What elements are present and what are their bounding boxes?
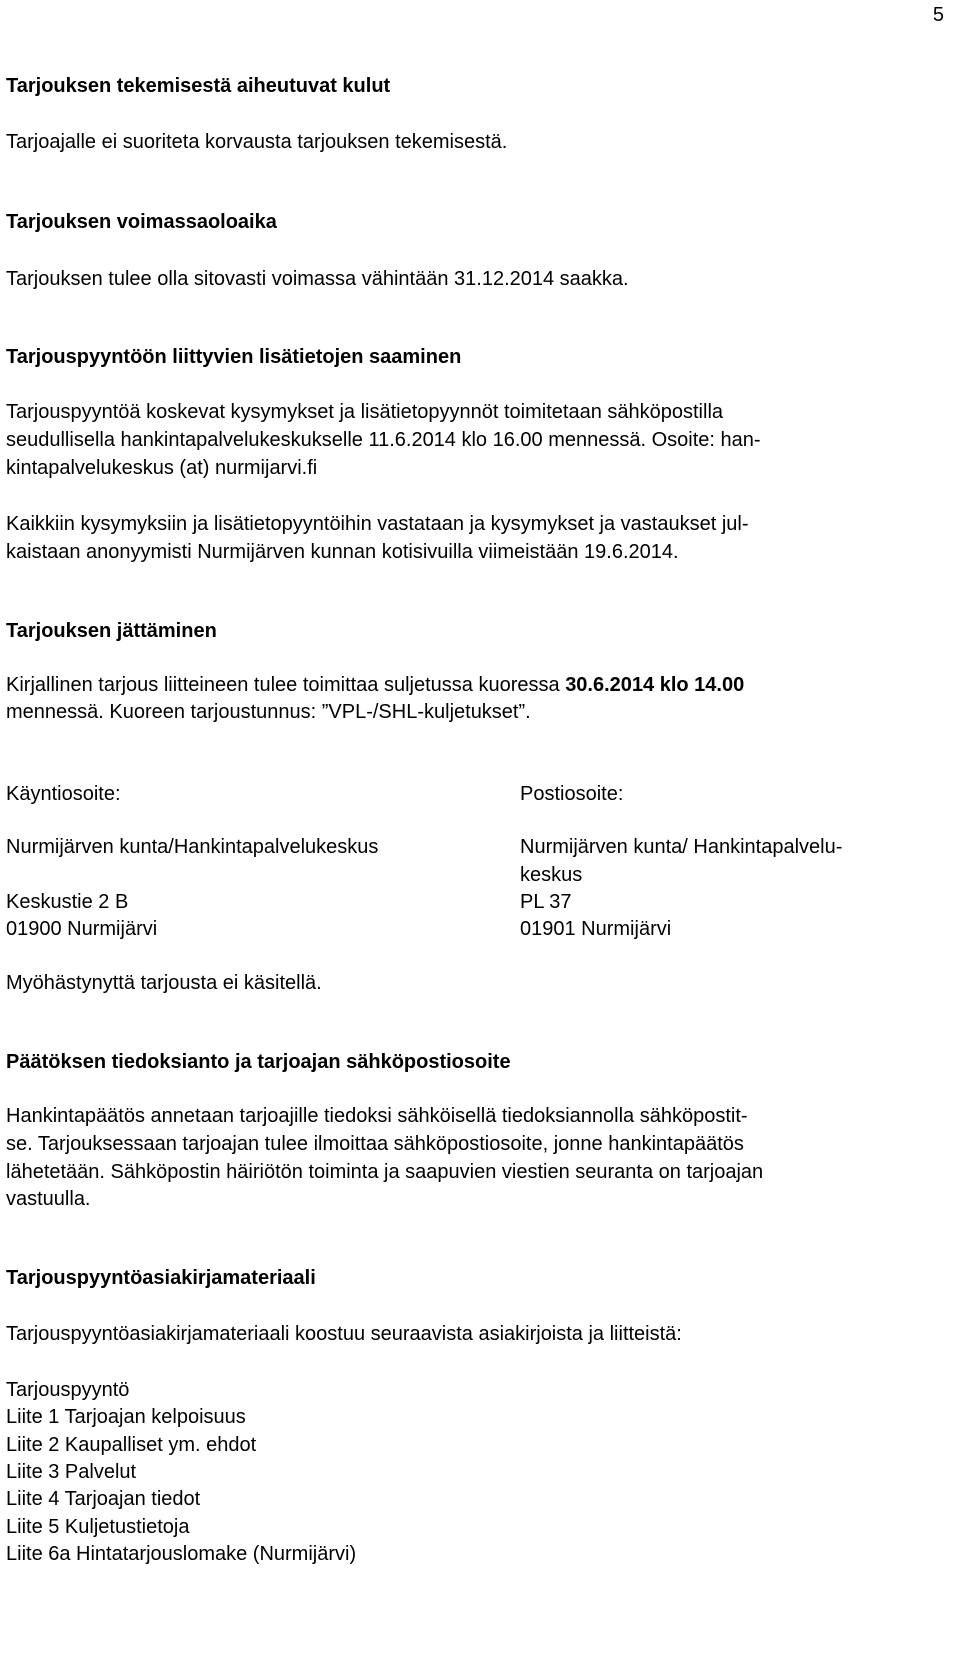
posti-label: Postiosoite: — [520, 783, 624, 805]
posti-line: Nurmijärven kunta/ Hankintapalvelu- — [520, 836, 843, 858]
jattaminen-line-2: mennessä. Kuoreen tarjoustunnus: ”VPL-/SHL-kuljetukset”. — [6, 701, 531, 723]
posti-line: PL 37 — [520, 891, 572, 913]
list-item: Liite 2 Kaupalliset ym. ehdot — [6, 1434, 257, 1456]
heading-materiaali: Tarjouspyyntöasiakirjamateriaali — [6, 1267, 316, 1289]
paatos-line: lähetetään. Sähköpostin häiriötön toiminta ja saapuvien viestien seuranta on tarjoajan — [6, 1161, 764, 1183]
lisatiedot-line: Tarjouspyyntöä koskevat kysymykset ja lisätietopyynnöt toimitetaan sähköpostilla — [6, 401, 724, 423]
kaynti-line: Keskustie 2 B — [6, 891, 129, 913]
heading-voimassaolo: Tarjouksen voimassaoloaika — [6, 211, 277, 233]
paatos-line: vastuulla. — [6, 1188, 91, 1210]
paatos-line: Hankintapäätös annetaan tarjoajille tiedoksi sähköisellä tiedoksiannolla sähköpostit- — [6, 1105, 748, 1127]
jattaminen-line-1 — [6, 671, 744, 700]
text-kulut: Tarjoajalle ei suoriteta korvausta tarjouksen tekemisestä. — [6, 131, 508, 153]
text-voimassaolo: Tarjouksen tulee olla sitovasti voimassa vähintään 31.12.2014 saakka. — [6, 268, 629, 290]
page-number: 5 — [932, 4, 944, 26]
heading-kulut: Tarjouksen tekemisestä aiheutuvat kulut — [6, 75, 391, 97]
list-item: Tarjouspyyntö — [6, 1379, 130, 1401]
lisatiedot-answer-line: kaistaan anonyymisti Nurmijärven kunnan kotisivuilla viimeistään 19.6.2014. — [6, 541, 679, 563]
heading-jattaminen: Tarjouksen jättäminen — [6, 620, 217, 642]
lisatiedot-answer-line: Kaikkiin kysymyksiin ja lisätietopyyntöihin vastataan ja kysymykset ja vastaukset jul- — [6, 513, 749, 535]
list-item: Liite 1 Tarjoajan kelpoisuus — [6, 1406, 246, 1428]
kaynti-line: Nurmijärven kunta/Hankintapalvelukeskus — [6, 836, 379, 858]
posti-line: keskus — [520, 864, 583, 886]
kaynti-label: Käyntiosoite: — [6, 783, 121, 805]
list-item: Liite 5 Kuljetustietoja — [6, 1516, 190, 1538]
list-item: Liite 6a Hintatarjouslomake (Nurmijärvi) — [6, 1543, 357, 1565]
paatos-line: se. Tarjouksessaan tarjoajan tulee ilmoittaa sähköpostiosoite, jonne hankintapäätös — [6, 1133, 744, 1155]
list-item: Liite 4 Tarjoajan tiedot — [6, 1488, 201, 1510]
materiaali-intro: Tarjouspyyntöasiakirjamateriaali koostuu seuraavista asiakirjoista ja liitteistä: — [6, 1323, 682, 1345]
late-offer-note: Myöhästynyttä tarjousta ei käsitellä. — [6, 972, 322, 994]
heading-paatos: Päätöksen tiedoksianto ja tarjoajan sähköpostiosoite — [6, 1051, 511, 1073]
lisatiedot-line: seudullisella hankintapalvelukeskukselle 11.6.2014 klo 16.00 mennessä. Osoite: han- — [6, 429, 761, 451]
jattaminen-line-1-text: Kirjallinen tarjous liitteineen tulee toimittaa suljetussa kuoressa — [6, 674, 566, 696]
lisatiedot-line: kintapalvelukeskus (at) nurmijarvi.fi — [6, 457, 318, 479]
posti-line: 01901 Nurmijärvi — [520, 918, 672, 940]
deadline-text: 30.6.2014 klo 14.00 — [565, 674, 745, 696]
heading-lisatiedot: Tarjouspyyntöön liittyvien lisätietojen saaminen — [6, 346, 462, 368]
kaynti-line: 01900 Nurmijärvi — [6, 918, 158, 940]
list-item: Liite 3 Palvelut — [6, 1461, 137, 1483]
